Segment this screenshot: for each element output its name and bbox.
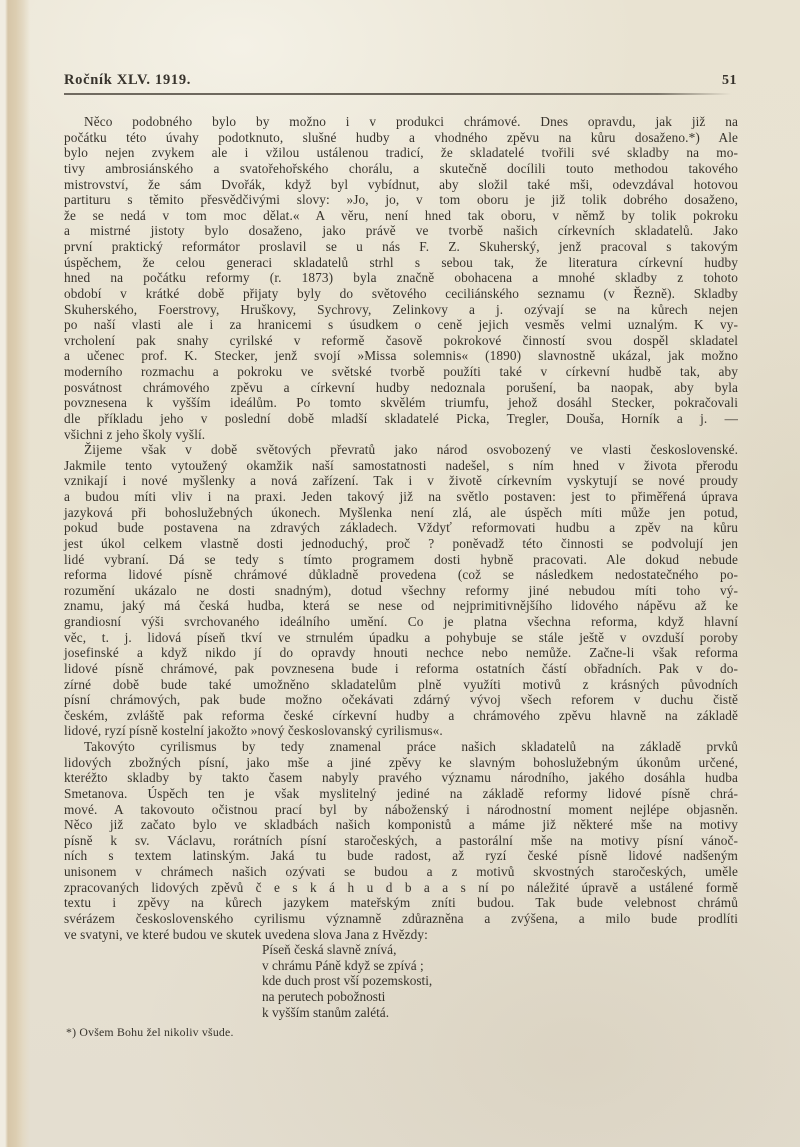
paragraph [64,739,738,942]
text-line: zírné době bude také umožněno skladatelům plně využíti motivů z krásných původních [64,676,738,692]
page-content [64,0,738,1040]
text-line: Píseň česká slavně znívá, [262,942,397,958]
text-line: vznikají i nové myšlenky a nová zařízení. Tak i v životě církevním vyskytují se nové proudy [64,473,738,489]
journal-volume-label: Ročník XLV. 1919. [64,72,192,88]
text-line: a budou míti vliv i na praxi. Jeden takový již na světlo postaven: jest to přiměřená úprava [64,489,738,504]
text-line: povznesena k vyšším ideálům. Po tomto skvělém triumfu, jehož dosáhl Stecker, pokračovali [64,395,738,411]
text-line: všichni z jeho školy vyšlí. [64,426,206,442]
text-line: pokud bude postavena na zdravých základech. Vždyť reformovati hudbu a zpěv na kůru [64,520,738,536]
page-header [64,72,738,89]
text-line: textu i zpěvy na kůrech jazykem mateřským zníti budou. Tak bude velebnost chrámů [64,895,738,911]
text-line: věc, t. j. lidová píseň tkví ve strnulém úpadku a pohybuje se stále ještě v ovzduší poroby [64,629,738,645]
text-line: Jakmile tento vytoužený okamžik naší samostatnosti nadešel, s ním hned v života přerodu [64,457,738,473]
paragraph [64,114,738,442]
text-line: josefinské a když nikdo jí do opravdy hnouti nechce nebo nemůže. Začne-li však reforma [64,645,738,661]
page-binding-edge [0,0,30,1147]
text-line: Něco podobného bylo by možno i v produkci chrámové. Dnes opravdu, jak již na [84,114,738,129]
text-line: mové. A takovouto očistnou prací byl by náboženský i národnostní moment nejlépe objasněn. [64,801,738,817]
header-rule [64,93,738,95]
text-line: českém, zvláště pak reforma české církevní hudby a chrámového zpěvu hlavně na základě [64,707,738,723]
text-line: grandiosní výši svrchovaného ideálního umění. Co je platna všechna reforma, když hlavní [64,614,738,629]
text-line: znamu, jaký má česká hudba, která se nese od nejprimitivnějšího lidového nápěvu až ke [64,598,738,614]
text-line: Takovýto cyrilismus by tedy znamenal práce našich skladatelů na základě prvků [84,739,738,754]
text-line: a mistrné jistoty bylo dosaženo, jako právě ve tvorbě našich církevních skladatelů. Jako [64,223,738,239]
text-line: jazyková při bohoslužebných úkonech. Myšlenka není zlá, ale úspěch míti může jen potud, [64,504,738,520]
text-line: lidové, ryzí písně kostelní jakožto »nový českoslovanský cyrilismus«. [64,723,443,739]
text-line: posvátnost chrámového zpěvu a církevní hudby nedoznala porušení, ba naopak, aby byla [64,379,738,395]
text-line: tivy ambrosiánského a svatořehořského chorálu, a skutečně docílili touto methodou takového [64,160,738,176]
text-line: unisonem v chrámech našich ozývati se budou a z motivů skvostných staročeských, uměle [64,864,738,879]
text-line: dle příkladu jeho v poslední době mladší skladatelé Picka, Tregler, Douša, Horník a j. — [64,410,738,426]
text-line: písní chrámových, pak bude možno očekávati zdárný vývoj všech reforem v duchu čistě [64,692,738,708]
text-line: kde duch prost vší pozemskosti, [262,973,433,989]
text-line: zpracovaných lidových zpěvů č e s k á h u d b a a s ní po náležité úpravě a ustálené formě [64,879,738,895]
text-line: svérázem československého cyrilismu významně zdůrazněna a zvýšena, a milo bude prodlíti [64,910,738,926]
page-number: 51 [722,73,737,88]
text-line: Smetanova. Úspěch ten je však myslitelný jediné na základě reformy lidové písně chrá- [64,785,738,801]
text-line: Něco již začato bylo ve skladbách našich komponistů a máme již některé mše na motivy [64,817,738,833]
text-line: moderního rozmachu a pokroku ve světské tvorbě použíti také v církevní hudbě tak, aby [64,364,738,379]
text-line: písně k sv. Václavu, rorátních písní staročeských, a pastorální mše na motivy písní vánoč- [64,832,738,848]
text-line: reforma lidové písně chrámové důkladně provedena (což se následkem nedostatečného po- [64,567,738,583]
text-line: ve svatyni, ve které budou ve skutek uvedena slova Jana z Hvězdy: [64,926,428,942]
text-line: vrcholení pak snahy cyrilské v reformě časově pokrokové činností svou dospěl skladatel [64,332,738,348]
text-line: lidé vybraní. Dá se tedy s tímto programem dosti hybně pracovati. Ale dokud nebude [64,551,738,567]
text-line: a učenec prof. K. Stecker, jenž svojí »Missa solemnis« (1890) slavnostně ukázal, jak možno [64,348,738,364]
text-line: mistrovství, že sám Dvořák, když byl vybídnut, aby složil také mši, odevzdával hotovou [64,176,738,192]
text-line: úspěchem, že celou generaci skladatelů strhl s sebou tak, že literatura církevní hudby [64,254,738,270]
text-line: lidové písně chrámové, pak povznesena bude i reforma ostatních částí obřadních. Pak v do- [64,660,738,676]
article-body [64,114,738,942]
poem-quotation [262,942,738,1020]
footnote: *) Ovšem Bohu žel nikoliv všude. [66,1025,234,1040]
text-line: počátku této úvahy podotknuto, slušné hudby a vhodného zpěvu na kůru dosaženo.*) Ale [64,129,738,145]
paragraph [64,442,738,739]
text-line: hned na počátku reformy (r. 1873) byla značně obohacena a mnohé skladby z tohoto [64,270,738,286]
text-line: jest úkol celkem vlastně dosti jednoduchý, proč ? poněvadž této činnosti se podvolují jen [64,535,738,551]
text-line: rozumění ukázalo ne dosti snadným), dotud všechny reformy jiné nebudou míti toho vý- [64,582,738,598]
text-line: partituru s těmito přesvědčivými slovy: »Jo, jo, v tom oboru je již tolik dobrého dosaženo, [64,192,738,208]
text-line: na perutech pobožnosti [262,988,386,1004]
text-line: ních s textem latinským. Jaká tu bude radost, až ryzí české písně lidové nadšeným [64,848,738,864]
text-line: že se nedá v tom moc dělat.« A věru, není hned tak oboru, v němž by tolik pokroku [64,207,738,223]
text-line: Žijeme však v době světových převratů jako národ osvobozený ve vlasti československé. [84,442,738,458]
text-line: k vyšším stanům zalétá. [262,1004,390,1020]
text-line: v chrámu Páně když se zpívá ; [262,957,424,973]
text-line: období v krátké době přijaty byly do světového ceciliánského seznamu (v Řezně). Skladby [64,285,738,301]
text-line: kteréžto skladby by takto časem nabyly pravého významu národního, jakého dosáhla hudba [64,770,738,786]
text-line: lidových zbožných písní, jako mše a jiné zpěvy ke slavným bohoslužebným úkonům určené, [64,754,738,770]
text-line: první praktický reformátor proslavil se u nás F. Z. Skuherský, jenž pracoval s takovým [64,239,738,254]
text-line: po naší vlasti ale i za hranicemi s úsudkem o ceně jejich vesměs velmi uznalým. K vy- [64,317,738,333]
text-line: bylo nejen zvykem ale i vžilou ustálenou tradicí, že skladatelé tvořili své skladby na mo- [64,145,738,161]
text-line: Skuherského, Foerstrovy, Hruškovy, Sychrovy, Zelinkovy a j. ozývají se na kůrech nejen [64,301,738,317]
